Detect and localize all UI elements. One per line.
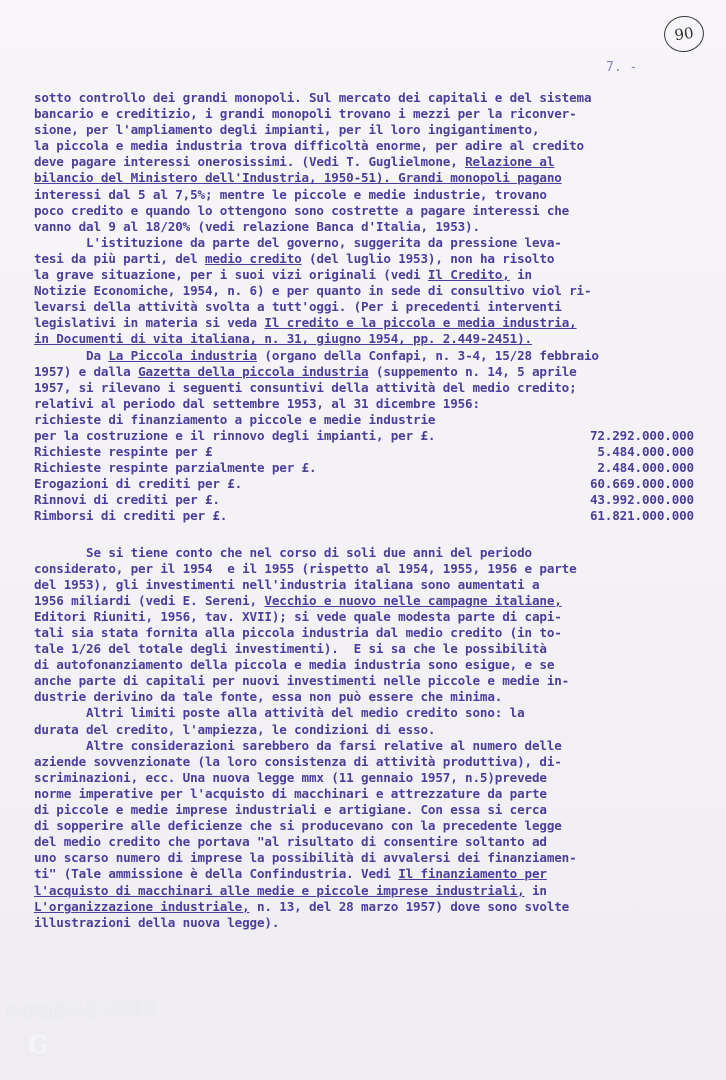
underlined-title: l'acquisto di macchinari alle medie e piccole imprese industriali, xyxy=(34,882,525,898)
text-line: levarsi della attività svolta a tutt'oggi. (Per i precedenti interventi xyxy=(34,299,562,315)
watermark-text: FONDAZIONE xyxy=(5,997,158,1025)
text-line: dustrie derivino da tale fonte, essa non può essere che minima. xyxy=(34,689,503,705)
text-line: Altri limiti poste alla attività del medio credito sono: la xyxy=(34,705,525,721)
table-row: Richieste respinte parzialmente per £. 2.484.000.000 xyxy=(34,460,694,476)
text-line: Notizie Economiche, 1954, n. 6) e per quanto in sede di consultivo viol ri- xyxy=(34,283,592,299)
document-body xyxy=(34,90,694,931)
text-line: di piccole e medie imprese industriali e artigiane. Con essa si cerca xyxy=(34,802,547,818)
text-line: illustrazioni della nuova legge). xyxy=(34,914,280,930)
text-line: l'acquisto di macchinari alle medie e piccole imprese industriali, in xyxy=(34,882,547,898)
text-line: bilancio del Ministero dell'Industria, 1950-51). Grandi monopoli pagano xyxy=(34,170,562,186)
text-line: poco credito e quando lo ottengono sono costrette a pagare interessi che xyxy=(34,202,570,218)
credit-table xyxy=(34,412,694,525)
text-line: tali sia stata fornita alla piccola industria dal medio credito (in to- xyxy=(34,625,562,640)
text-line: Se si tiene conto che nel corso di soli due anni del periodo xyxy=(34,544,532,560)
text-line: 1956 miliardi (vedi E. Sereni, Vecchio e nuovo nelle campagne italiane, xyxy=(34,592,562,608)
text-line: tesi da più parti, del medio credito (del luglio 1953), non ha risolto xyxy=(34,250,555,266)
text-line: di autofonanziamento della piccola e media industria sono esigue, e se xyxy=(34,657,555,673)
underlined-title: Relazione al xyxy=(465,154,555,170)
table-row: Rinnovi di crediti per £. 43.992.000.000 xyxy=(34,492,694,508)
typed-page-number: 7. - xyxy=(606,60,638,75)
text-line: ti" (Tale ammissione è della Confindustria. Vedi Il finanziamento per xyxy=(34,866,547,882)
text-line: L'istituzione da parte del governo, suggerita da pressione leva- xyxy=(34,234,562,250)
text-line: interessi dal 5 al 7,5%; mentre le piccole e medie industrie, trovano xyxy=(34,186,547,202)
text-line: la grave situazione, per i suoi vizi originali (vedi Il Credito, in xyxy=(34,267,532,283)
text-line: Da La Piccola industria (organo della Confapi, n. 3-4, 15/28 febbraio xyxy=(34,347,599,363)
text-line: sotto controllo dei grandi monopoli. Sul mercato dei capitali e del sistema xyxy=(34,90,592,105)
underlined-title: medio credito xyxy=(204,250,302,266)
text-line: scriminazioni, ecc. Una nuova legge mmx (11 gennaio 1957, n.5)prevede xyxy=(34,769,547,785)
page-number-stamp: 90 xyxy=(662,13,707,54)
watermark-logo: G xyxy=(28,1030,49,1059)
underlined-title: L'organizzazione industriale, xyxy=(34,898,250,914)
text-line: vanno dal 9 al 18/20% (vedi relazione Banca d'Italia, 1953). xyxy=(34,218,480,234)
text-line: tale 1/26 del totale degli investimenti). E si sa che le possibilità xyxy=(34,641,547,657)
text-line: considerato, per il 1954 e il 1955 (rispetto al 1954, 1955, 1956 e parte xyxy=(34,560,577,576)
text-line: legislativi in materia si veda Il credito e la piccola e media industria, xyxy=(34,315,577,331)
text-line: di sopperire alle deficienze che si producevano con la precedente legge xyxy=(34,818,562,834)
underlined-title: Il Credito, xyxy=(427,267,510,283)
text-line: bancario e creditizio, i grandi monopoli trovano i mezzi per la riconver- xyxy=(34,106,577,122)
text-line: Editori Riuniti, 1956, tav. XVII); si vede quale modesta parte di capi- xyxy=(34,608,562,624)
table-row: per la costruzione e il rinnovo degli impianti, per £. 72.292.000.000 xyxy=(34,427,694,443)
table-row: Erogazioni di crediti per £. 60.669.000.000 xyxy=(34,476,694,492)
underlined-title: Gazetta della piccola industria xyxy=(138,363,369,379)
text-line: 1957) e dalla Gazetta della piccola industria (suppemento n. 14, 5 aprile xyxy=(34,363,577,379)
text-line: aziende sovvenzionate (la loro consistenza di attività produttiva), di- xyxy=(34,753,562,769)
text-line: relativi al periodo dal settembre 1953, al 31 dicembre 1956: xyxy=(34,395,480,411)
text-line: uno scarso numero di imprese la possibilità di avvalersi dei finanziamen- xyxy=(34,850,577,866)
underlined-title: Il credito e la piccola e media industria, xyxy=(264,315,577,331)
text-line: del 1953), gli investimenti nell'industria italiana sono aumentati a xyxy=(34,576,540,592)
text-line: in Documenti di vita italiana, n. 31, giugno 1954, pp. 2.449-2451). xyxy=(34,331,532,347)
underlined-title: Vecchio e nuovo nelle campagne italiane, xyxy=(264,592,562,608)
text-line: anche parte di capitali per nuovi investimenti nelle piccole e medie in- xyxy=(34,673,570,689)
text-line: durata del credito, l'ampiezza, le condizioni di esso. xyxy=(34,721,436,737)
table-heading: richieste di finanziamento a piccole e medie industrie xyxy=(34,411,436,427)
text-line: la piccola e media industria trova difficoltà enorme, per adire al credito xyxy=(34,138,584,154)
text-line: L'organizzazione industriale, n. 13, del 28 marzo 1957) dove sono svolte xyxy=(34,898,570,914)
text-line: deve pagare interessi onerosissimi. (Vedi T. Guglielmone, Relazione al xyxy=(34,154,555,170)
table-row: Richieste respinte per £ 5.484.000.000 xyxy=(34,444,694,460)
text-line: sione, per l'ampliamento degli impianti, per il loro ingigantimento, xyxy=(34,122,540,138)
text-line: del medio credito che portava "al risultato di consentire soltanto ad xyxy=(34,834,547,850)
text-line: norme imperative per l'acquisto di macchinari e attrezzature da parte xyxy=(34,785,547,801)
underlined-title: Il finanziamento per xyxy=(398,866,547,882)
text-line: Altre considerazioni sarebbero da farsi relative al numero delle xyxy=(34,737,562,753)
table-row: Rimborsi di crediti per £. 61.821.000.000 xyxy=(34,508,694,524)
text-line: 1957, si rilevano i seguenti consuntivi della attività del medio credito; xyxy=(34,379,577,395)
underlined-title: La Piccola industria xyxy=(108,347,257,363)
